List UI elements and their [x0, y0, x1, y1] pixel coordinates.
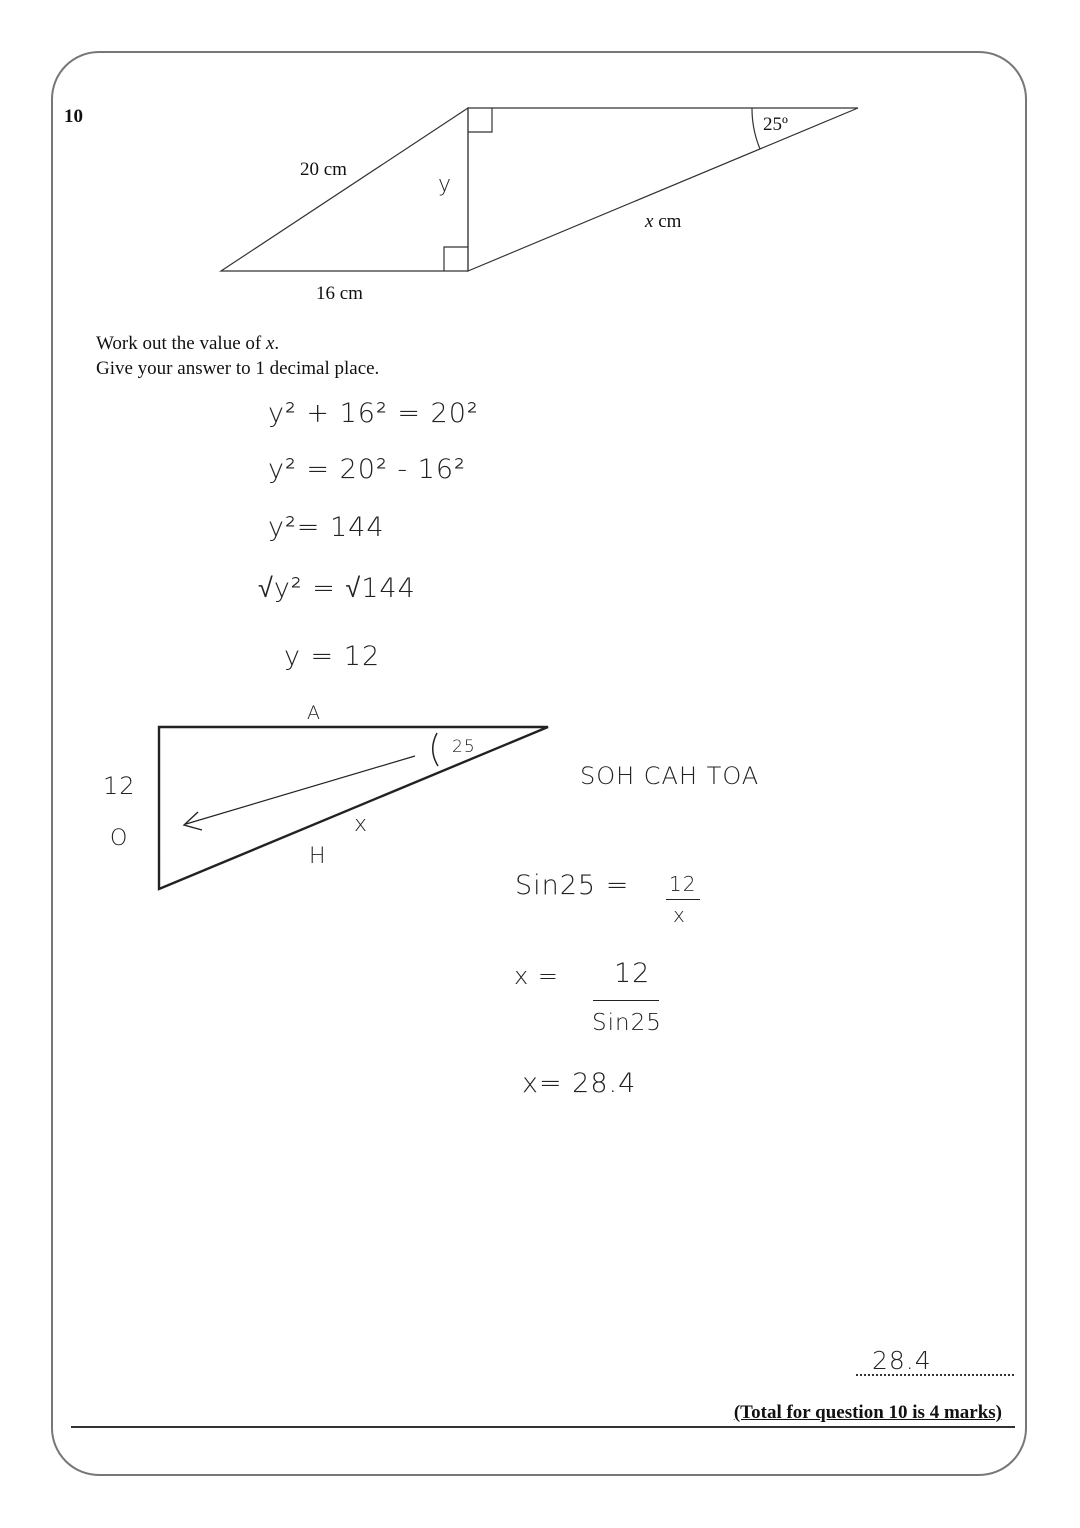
sketch-label-O: O	[110, 826, 129, 851]
sketch-angle-arc	[433, 733, 438, 766]
final-answer: 28.4	[872, 1346, 932, 1375]
x-equation-left: x =	[514, 962, 559, 990]
vertical-y-label: y	[438, 172, 453, 197]
instruction-line-1: Work out the value of x.	[96, 333, 280, 354]
working-line-1: y² + 16² = 20²	[268, 398, 479, 429]
sketch-label-12: 12	[103, 772, 136, 800]
sketch-label-x: x	[354, 812, 369, 837]
sketch-arrow-head	[184, 812, 202, 830]
answer-dotted-line	[856, 1374, 1014, 1376]
total-marks: (Total for question 10 is 4 marks)	[733, 1402, 1002, 1423]
bottom-rule	[71, 1426, 1015, 1428]
working-line-4: √y² = √144	[258, 573, 416, 604]
hypotenuse-20cm-label: 20 cm	[300, 159, 347, 180]
sketch-triangle	[159, 727, 548, 889]
x-equation-fraction-bar	[593, 1000, 659, 1001]
angle-25-label: 25º	[763, 114, 788, 135]
x-cm-label: x cm	[645, 211, 682, 232]
sketch-arrow-line	[186, 756, 415, 824]
sin-equation-left: Sin25 =	[515, 870, 630, 901]
working-result: x= 28.4	[522, 1068, 637, 1099]
working-line-2: y² = 20² - 16²	[268, 454, 466, 485]
sin-equation-numerator: 12	[669, 872, 697, 896]
sketch-label-H: H	[309, 844, 327, 869]
sin-equation-denominator: x	[673, 903, 686, 927]
sketch-angle-label: 25	[452, 737, 476, 757]
instruction-line-2: Give your answer to 1 decimal place.	[96, 358, 380, 379]
sketch-label-A: A	[307, 702, 321, 724]
x-equation-denominator: Sin25	[592, 1010, 662, 1036]
working-line-5: y = 12	[284, 641, 381, 672]
sin-equation-fraction-bar	[666, 899, 700, 900]
question-number: 10	[64, 106, 83, 127]
base-16cm-label: 16 cm	[316, 283, 363, 304]
soh-cah-toa: SOH CAH TOA	[580, 762, 760, 790]
x-equation-numerator: 12	[614, 958, 651, 989]
working-line-3: y²= 144	[268, 512, 385, 543]
